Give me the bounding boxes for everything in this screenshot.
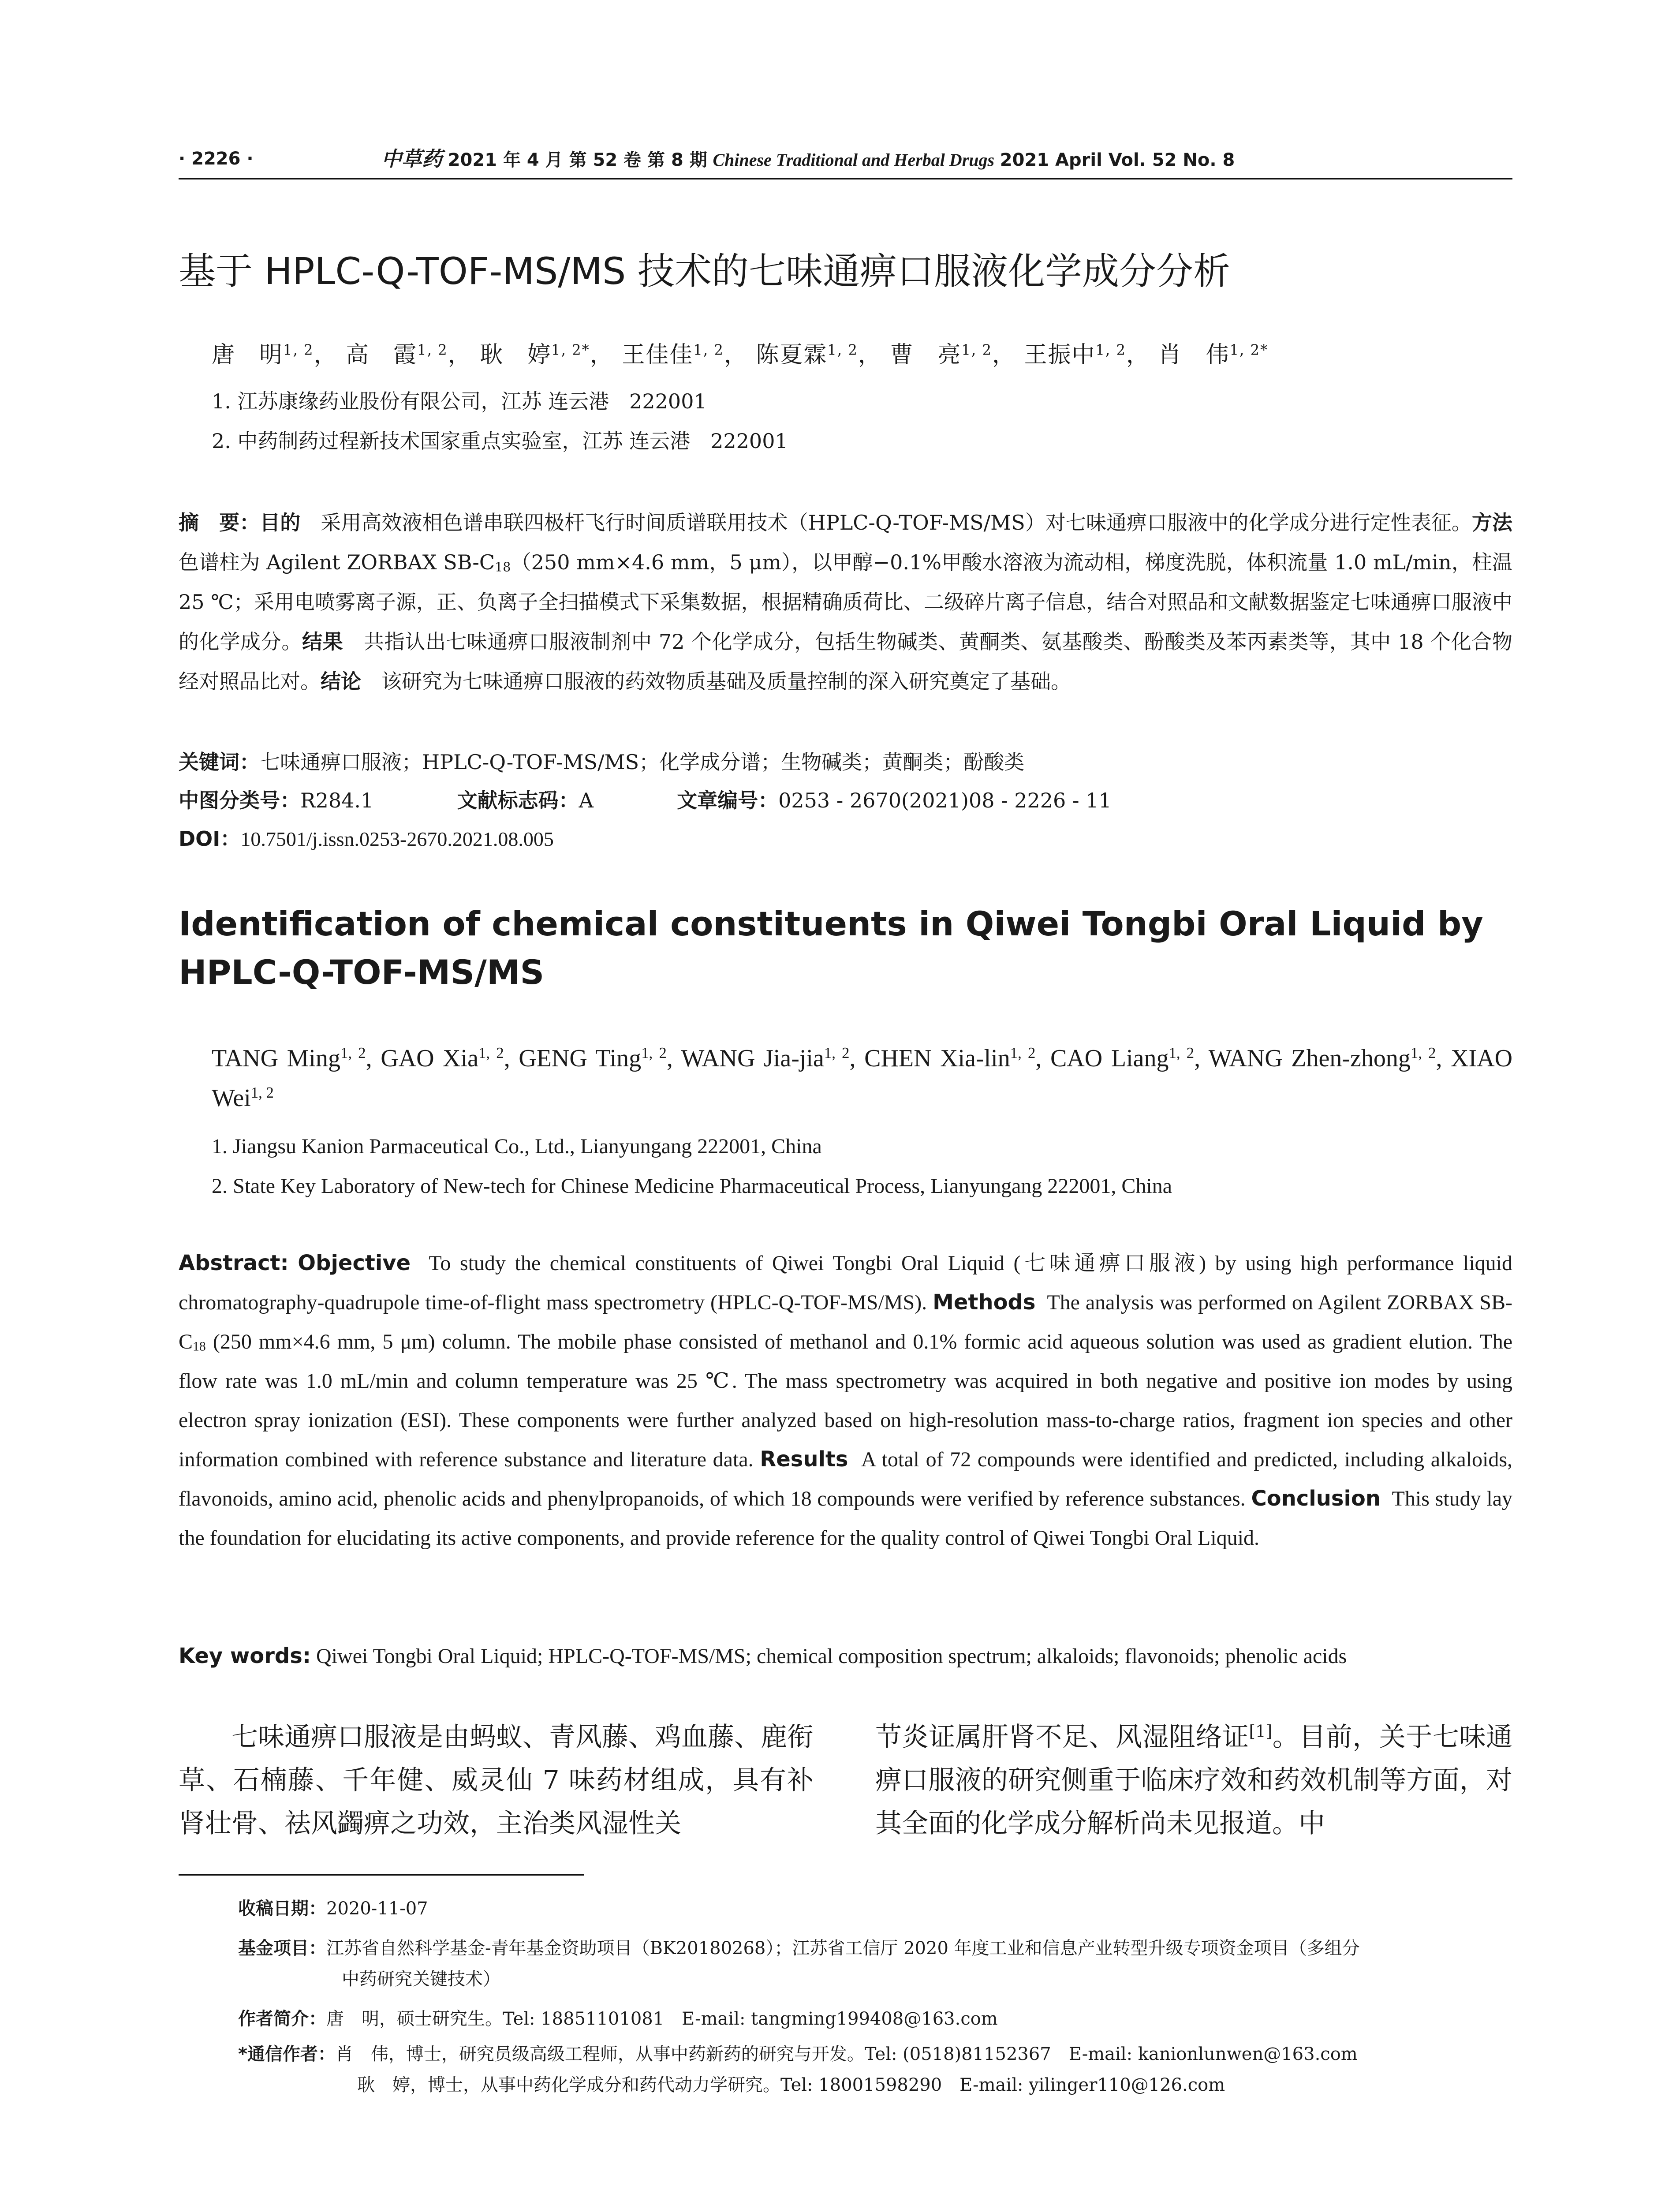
methods-en-text: The analysis was performed on Agilent ZORBAX SB-C [179, 1291, 1513, 1353]
results-label: 结果 [302, 630, 343, 654]
doi-line [179, 826, 1512, 852]
footnote-corresponding [238, 2042, 1512, 2067]
footnote-fund-cont: 中药研究关键技术） [342, 1969, 500, 1989]
body-text-cont: 。目前，关于七味通痹口服液的研究侧重于临床疗效和药效机制等方面，对其全面的化学成分解析尚未见报道。中 [875, 1722, 1513, 1839]
author-cn: 陈夏霖$^{1, 2}$ [756, 341, 858, 368]
author-en: CHEN Xia-lin$^{1, 2}$ [864, 1044, 1036, 1072]
article-number-label: 文章编号： [677, 789, 779, 812]
affiliation-cn-2: 2. 中药制药过程新技术国家重点实验室，江苏 连云港 222001 [212, 429, 788, 453]
authors-en: TANG Ming$^{1, 2}$, GAO Xia$^{1, 2}$, GENG Ting$^{1, 2}$, WANG Jia-jia$^{1, 2}$, CHEN Xia-lin$^{1, 2}$, CAO Liang$^{1, 2}$, WANG Zhen-zhong$^{1, 2}$, XIAO Wei$^{1, 2}$ [212, 1044, 1513, 1112]
objective-en-text: To study the chemical constituents of Qiwei Tongbi Oral Liquid (七味通痹口服液) by using high performance liquid chromatography-quadrupole time-of-flight mass spectrometry (HPLC-Q-TOF-MS/MS). [179, 1252, 1512, 1314]
abstract-en [179, 1244, 1512, 1558]
fund-label: 基金项目： [238, 1938, 326, 1958]
running-header [179, 146, 1512, 176]
bio-label: 作者简介： [238, 2009, 326, 2029]
conclusion-label: 结论 [321, 669, 361, 693]
author-cn: 唐 明$^{1, 2}$ [212, 341, 314, 368]
header-rule [179, 178, 1512, 179]
footnote-author-bio [238, 2007, 1512, 2031]
results-text: 共指认出七味通痹口服液制剂中 72 个化学成分，包括生物碱类、黄酮类、氨基酸类、酚酸类及苯丙素类等，其中 18 个化合物经对照品比对。 [179, 630, 1513, 693]
journal-info [381, 146, 1235, 173]
journal-name-cn: 中草药 [381, 147, 442, 171]
footnote-fund [238, 1936, 1512, 1961]
author-en: GENG Ting$^{1, 2}$ [519, 1044, 667, 1072]
keywords-cn-label: 关键词： [179, 750, 260, 774]
corresponding-1: 肖 伟，博士，研究员级高级工程师，从事中药新药的研究与开发。Tel: (0518)81152367 E-mail: kanionlunwen@163.com [335, 2044, 1358, 2064]
methods-text: 色谱柱为 Agilent ZORBAX SB-C [179, 550, 495, 574]
affiliation-en-1: 1. Jiangsu Kanion Parmaceutical Co., Ltd., Lianyungang 222001, China [212, 1135, 822, 1158]
conclusion-text: 该研究为七味通痹口服液的药效物质基础及质量控制的深入研究奠定了基础。 [381, 669, 1071, 693]
methods-en-text-cont: (250 mm×4.6 mm, 5 μm) column. The mobile phase consisted of methanol and 0.1% formic acid aqueous solution was used as gradient elution. The flow rate was 1.0 mL/min and column temperature was 25 ℃. The mass spectrometry was acquired in both negative and positive ion modes by using electron spray ionization (ESI). These components were further analyzed based on high-resolution mass-to-charge ratios, fragment ion species and other information combined with reference substance and literature data. [179, 1330, 1512, 1471]
journal-name-en: Chinese Traditional and Herbal Drugs [713, 150, 995, 170]
objective-en-label: Objective [298, 1251, 411, 1275]
keywords-cn [179, 749, 1512, 775]
results-en-label: Results [760, 1447, 848, 1472]
abstract-cn-label: 摘 要： [179, 511, 260, 534]
page-number: · 2226 · [179, 149, 254, 169]
footnote-rule [179, 1874, 584, 1876]
methods-en-subscript: 18 [193, 1339, 206, 1354]
objective-text: 采用高效液相色谱串联四极杆飞行时间质谱联用技术（HPLC-Q-TOF-MS/MS）对七味通痹口服液中的化学成分进行定性表征。 [321, 511, 1472, 534]
body-column-left: 七味通痹口服液是由蚂蚁、青风藤、鸡血藤、鹿衔草、石楠藤、千年健、威灵仙 7 味药材组成，具有补肾壮骨、祛风蠲痹之功效，主治类风湿性关 [179, 1722, 814, 1839]
authors-cn: 唐 明$^{1, 2}$， 高 霞$^{1, 2}$， 耿 婷$^{1, 2*}$， 王佳佳$^{1, 2}$， 陈夏霖$^{1, 2}$， 曹 亮$^{1, 2}$， 王振中$^{1, 2}$， 肖 伟$^{1, 2*}$ [212, 341, 1269, 368]
author-en: TANG Ming$^{1, 2}$ [212, 1044, 366, 1072]
results-en-text: A total of 72 compounds were identified and predicted, including alkaloids, flavonoids, amino acid, phenolic acids and phenylpropanoids, of which 18 compounds were verified by reference substances. [179, 1448, 1513, 1510]
classification-line [179, 787, 1512, 814]
author-cn: 肖 伟$^{1, 2*}$ [1158, 341, 1269, 368]
author-en: CAO Liang$^{1, 2}$ [1050, 1044, 1195, 1072]
body-text: 节炎证属肝肾不足、风湿阻络证 [875, 1722, 1249, 1753]
doi-value[interactable]: 10.7501/j.issn.0253-2670.2021.08.005 [240, 828, 554, 850]
author-cn: 王振中$^{1, 2}$ [1024, 341, 1127, 368]
footnote-corresponding-2: 耿 婷，博士，从事中药化学成分和药代动力学研究。Tel: 18001598290 E-mail: yilinger110@126.com [357, 2075, 1225, 2095]
author-cn: 高 霞$^{1, 2}$ [346, 341, 448, 368]
methods-en-label: Methods [933, 1290, 1036, 1315]
clc-label: 中图分类号： [179, 789, 300, 812]
abstract-cn [179, 503, 1512, 701]
title-en: Identification of chemical constituents in Qiwei Tongbi Oral Liquid by HPLC-Q-TOF-MS/MS [179, 904, 1483, 992]
author-en: WANG Zhen-zhong$^{1, 2}$ [1208, 1044, 1436, 1072]
conclusion-en-label: Conclusion [1251, 1486, 1381, 1511]
author-en: XIAO Wei$^{1, 2}$ [212, 1045, 1513, 1112]
objective-label: 目的 [260, 511, 301, 534]
keywords-en [179, 1641, 1512, 1672]
affiliation-cn-1: 1. 江苏康缘药业股份有限公司，江苏 连云港 222001 [212, 389, 707, 413]
received-date: 2020-11-07 [326, 1899, 428, 1919]
keywords-en-label: Key words: [179, 1644, 311, 1668]
methods-subscript: 18 [495, 560, 511, 575]
title-cn: 基于 HPLC-Q-TOF-MS/MS 技术的七味通痹口服液化学成分分析 [179, 250, 1231, 293]
methods-label: 方法 [1471, 511, 1513, 534]
doi-label: DOI： [179, 827, 241, 851]
bio-text: 唐 明，硕士研究生。Tel: 18851101081 E-mail: tangming199408@163.com [326, 2009, 998, 2029]
footnote-received [238, 1896, 1512, 1921]
author-cn: 王佳佳$^{1, 2}$ [622, 341, 724, 368]
fund-text: 江苏省自然科学基金-青年基金资助项目（BK20180268）；江苏省工信厅 2020 年度工业和信息产业转型升级专项资金项目（多组分 [326, 1938, 1360, 1958]
methods-text-cont: （250 mm×4.6 mm，5 μm），以甲醇−0.1%甲酸水溶液为流动相，梯度洗脱，体积流量 1.0 mL/min，柱温 25 ℃；采用电喷雾离子源，正、负离子全扫描模式下采集数据，根据精确质荷比、二级碎片离子信息，结合对照品和文献数据鉴定七味通痹口服液中的化学成分。 [179, 550, 1512, 654]
conclusion-en-text: This study lay the foundation for elucidating its active components, and provide reference for the quality control of Qiwei Tongbi Oral Liquid. [179, 1487, 1513, 1550]
citation-ref[interactable]: [1] [1249, 1721, 1273, 1741]
author-en: WANG Jia-jia$^{1, 2}$ [681, 1044, 850, 1072]
author-cn: 曹 亮$^{1, 2}$ [890, 341, 992, 368]
issue-cn: 2021 年 4 月 第 52 卷 第 8 期 [448, 150, 707, 170]
doc-code-value: A [579, 789, 594, 812]
author-en: GAO Xia$^{1, 2}$ [381, 1044, 504, 1072]
abstract-en-label: Abstract: [179, 1251, 289, 1275]
issue-en: 2021 April Vol. 52 No. 8 [1000, 150, 1235, 170]
received-label: 收稿日期： [238, 1899, 326, 1919]
clc-value: R284.1 [300, 789, 374, 812]
corresponding-label: *通信作者： [238, 2044, 336, 2064]
keywords-en-text: Qiwei Tongbi Oral Liquid; HPLC-Q-TOF-MS/MS; chemical composition spectrum; alkaloids; flavonoids; phenolic acids [316, 1644, 1347, 1668]
author-cn: 耿 婷$^{1, 2*}$ [480, 341, 590, 368]
doc-code-label: 文献标志码： [457, 789, 579, 812]
body-column-right [875, 1715, 1512, 1845]
article-number-value: 0253 - 2670(2021)08 - 2226 - 11 [778, 789, 1112, 812]
affiliation-en-2: 2. State Key Laboratory of New-tech for Chinese Medicine Pharmaceutical Process, Lianyungang 222001, China [212, 1174, 1172, 1198]
keywords-cn-text: 七味通痹口服液；HPLC-Q-TOF-MS/MS；化学成分谱；生物碱类；黄酮类；酚酸类 [260, 750, 1025, 774]
